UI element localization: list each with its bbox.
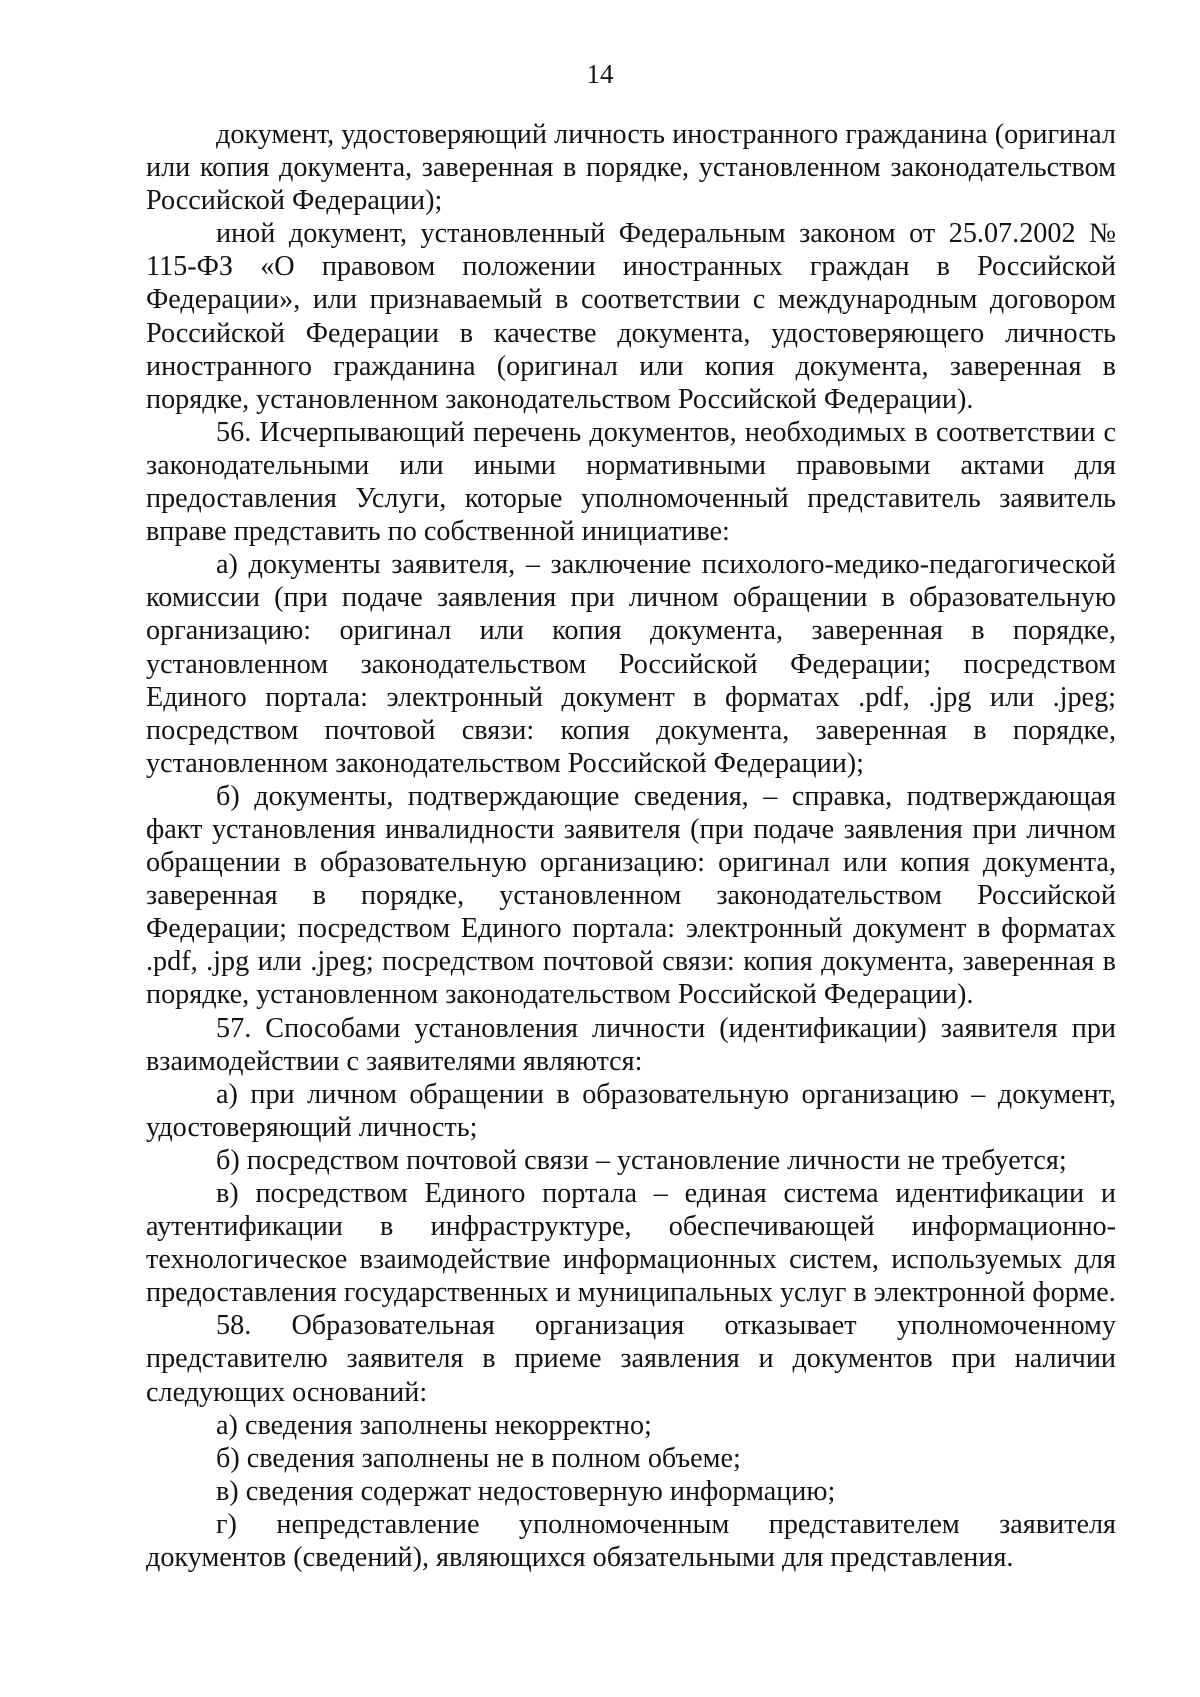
paragraph-other-id-doc: иной документ, установленный Федеральным законом от 25.07.2002 № 115-ФЗ «О правовом положении иностранных граждан в Российской Федерации», или признаваемый в соответствии с международным договором Российской Федерации в качестве документа, удостоверяющего личность иностранного гражданина (оригинал или копия документа, заверенная в порядке, установленном законодательством Российской Федерации). xyxy=(146,218,1116,415)
paragraph-56-b: б) документы, подтверждающие сведения, – справка, подтверждающая факт установления инвалидности заявителя (при подаче заявления при личном обращении в образовательную организацию: оригинал или копия документа, заверенная в порядке, установленном законодательством Российской Федерации; посредством Единого портала: электронный документ в форматах .pdf, .jpg или .jpeg; посредством почтовой связи: копия документа, заверенная в порядке, установленном законодательством Российской Федерации). xyxy=(146,780,1116,1011)
paragraph-57: 57. Способами установления личности (идентификации) заявителя при взаимодействии с заявителями являются: xyxy=(146,1012,1116,1077)
paragraph-57-a: а) при личном обращении в образовательную организацию – документ, удостоверяющий личность; xyxy=(146,1078,1116,1143)
paragraph-57-b: б) посредством почтовой связи – установление личности не требуется; xyxy=(216,1144,1067,1176)
paragraph-58-v: в) сведения содержат недостоверную информацию; xyxy=(216,1475,836,1507)
paragraph-58-a: а) сведения заполнены некорректно; xyxy=(216,1409,652,1441)
page-number: 14 xyxy=(586,59,614,89)
paragraph-58-g: г) непредставление уполномоченным представителем заявителя документов (сведений), являющихся обязательными для представления. xyxy=(146,1508,1116,1574)
document-body xyxy=(146,118,1116,1574)
paragraph-56: 56. Исчерпывающий перечень документов, необходимых в соответствии с законодательными или иными нормативными правовыми актами для предоставления Услуги, которые уполномоченный представитель заявитель вправе представить по собственной инициативе: xyxy=(146,416,1116,548)
paragraph-56-a: а) документы заявителя, – заключение психолого-медико-педагогической комиссии (при подаче заявления при личном обращении в образовательную организацию: оригинал или копия документа, заверенная в порядке, установленном законодательством Российской Федерации; посредством Единого портала: электронный документ в форматах .pdf, .jpg или .jpeg; посредством почтовой связи: копия документа, заверенная в порядке, установленном законодательством Российской Федерации); xyxy=(146,549,1116,779)
paragraph-58: 58. Образовательная организация отказывает уполномоченному представителю заявителя в приеме заявления и документов при наличии следующих оснований: xyxy=(146,1310,1116,1408)
paragraph-58-b: б) сведения заполнены не в полном объеме; xyxy=(216,1442,741,1474)
paragraph-57-v: в) посредством Единого портала – единая система идентификации и аутентификации в инфраструктуре, обеспечивающей информационно-технологическое взаимодействие информационных систем, используемых для предоставления государственных и муниципальных услуг в электронной форме. xyxy=(146,1178,1116,1309)
paragraph-foreign-id-doc: документ, удостоверяющий личность иностранного гражданина (оригинал или копия документа, заверенная в порядке, установленном законодательством Российской Федерации); xyxy=(146,119,1116,217)
